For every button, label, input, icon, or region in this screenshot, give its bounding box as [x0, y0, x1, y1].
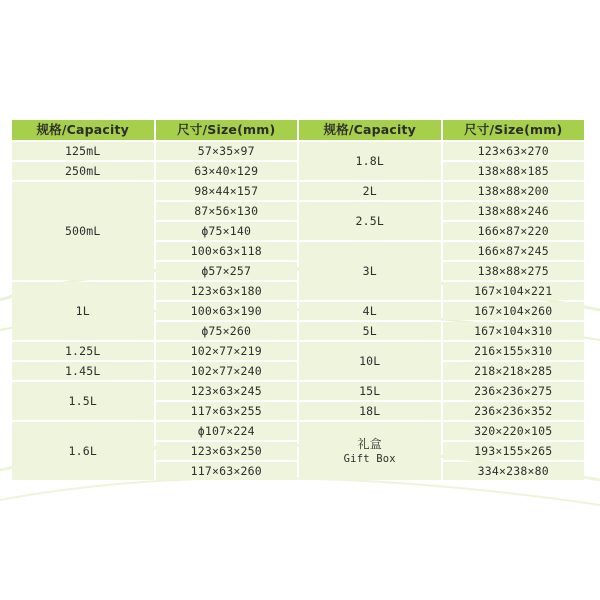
- size-cell: 98×44×157: [156, 182, 298, 200]
- table-row: [12, 342, 584, 360]
- size-cell: 100×63×118: [156, 242, 298, 260]
- size-cell: ϕ107×224: [156, 422, 298, 440]
- size-cell: 138×88×200: [443, 182, 585, 200]
- capacity-cell: 1.25L: [12, 342, 154, 360]
- size-cell: 138×88×185: [443, 162, 585, 180]
- capacity-cell: 1.6L: [12, 422, 154, 480]
- size-cell: 166×87×220: [443, 222, 585, 240]
- header-capacity-left: 规格/Capacity: [12, 120, 154, 140]
- table-row: [12, 162, 584, 180]
- table-row: [12, 182, 584, 200]
- gift-box-label-en: Gift Box: [343, 452, 396, 465]
- capacity-cell: 1.45L: [12, 362, 154, 380]
- size-cell: ϕ75×140: [156, 222, 298, 240]
- capacity-size-table: [10, 118, 586, 482]
- capacity-cell: 5L: [299, 322, 441, 340]
- size-cell: 87×56×130: [156, 202, 298, 220]
- size-cell: 320×220×105: [443, 422, 585, 440]
- capacity-cell: 250mL: [12, 162, 154, 180]
- size-cell: 167×104×310: [443, 322, 585, 340]
- size-cell: 138×88×246: [443, 202, 585, 220]
- size-cell: 216×155×310: [443, 342, 585, 360]
- size-cell: 167×104×260: [443, 302, 585, 320]
- header-capacity-right: 规格/Capacity: [299, 120, 441, 140]
- size-cell: 236×236×352: [443, 402, 585, 420]
- capacity-cell: 1.8L: [299, 142, 441, 180]
- size-cell: 63×40×129: [156, 162, 298, 180]
- capacity-size-table-container: [10, 118, 586, 482]
- size-cell: 123×63×180: [156, 282, 298, 300]
- size-cell: 123×63×270: [443, 142, 585, 160]
- size-cell: 166×87×245: [443, 242, 585, 260]
- size-cell: 193×155×265: [443, 442, 585, 460]
- size-cell: 123×63×250: [156, 442, 298, 460]
- size-cell: 100×63×190: [156, 302, 298, 320]
- size-cell: 57×35×97: [156, 142, 298, 160]
- size-cell: 167×104×221: [443, 282, 585, 300]
- capacity-cell: 10L: [299, 342, 441, 380]
- size-cell: 123×63×245: [156, 382, 298, 400]
- table-row: [12, 282, 584, 300]
- size-cell: 102×77×240: [156, 362, 298, 380]
- table-row: [12, 362, 584, 380]
- capacity-cell: 2.5L: [299, 202, 441, 240]
- table-row: [12, 422, 584, 440]
- capacity-cell: 3L: [299, 242, 441, 300]
- header-size-left: 尺寸/Size(mm): [156, 120, 298, 140]
- capacity-cell: 2L: [299, 182, 441, 200]
- capacity-cell: 1L: [12, 282, 154, 340]
- capacity-cell: 1.5L: [12, 382, 154, 420]
- capacity-cell: 125mL: [12, 142, 154, 160]
- size-cell: 334×238×80: [443, 462, 585, 480]
- size-cell: 117×63×255: [156, 402, 298, 420]
- header-size-right: 尺寸/Size(mm): [443, 120, 585, 140]
- capacity-cell: 18L: [299, 402, 441, 420]
- table-row: [12, 142, 584, 160]
- table-row: [12, 382, 584, 400]
- table-header-row: [12, 120, 584, 140]
- capacity-cell: 4L: [299, 302, 441, 320]
- capacity-cell: 500mL: [12, 182, 154, 280]
- size-cell: 117×63×260: [156, 462, 298, 480]
- gift-box-capacity-cell: [299, 422, 441, 480]
- size-cell: 218×218×285: [443, 362, 585, 380]
- capacity-cell: 15L: [299, 382, 441, 400]
- size-cell: ϕ57×257: [156, 262, 298, 280]
- gift-box-label-cn: 礼盒: [357, 436, 382, 451]
- size-cell: 102×77×219: [156, 342, 298, 360]
- size-cell: ϕ75×260: [156, 322, 298, 340]
- size-cell: 236×236×275: [443, 382, 585, 400]
- size-cell: 138×88×275: [443, 262, 585, 280]
